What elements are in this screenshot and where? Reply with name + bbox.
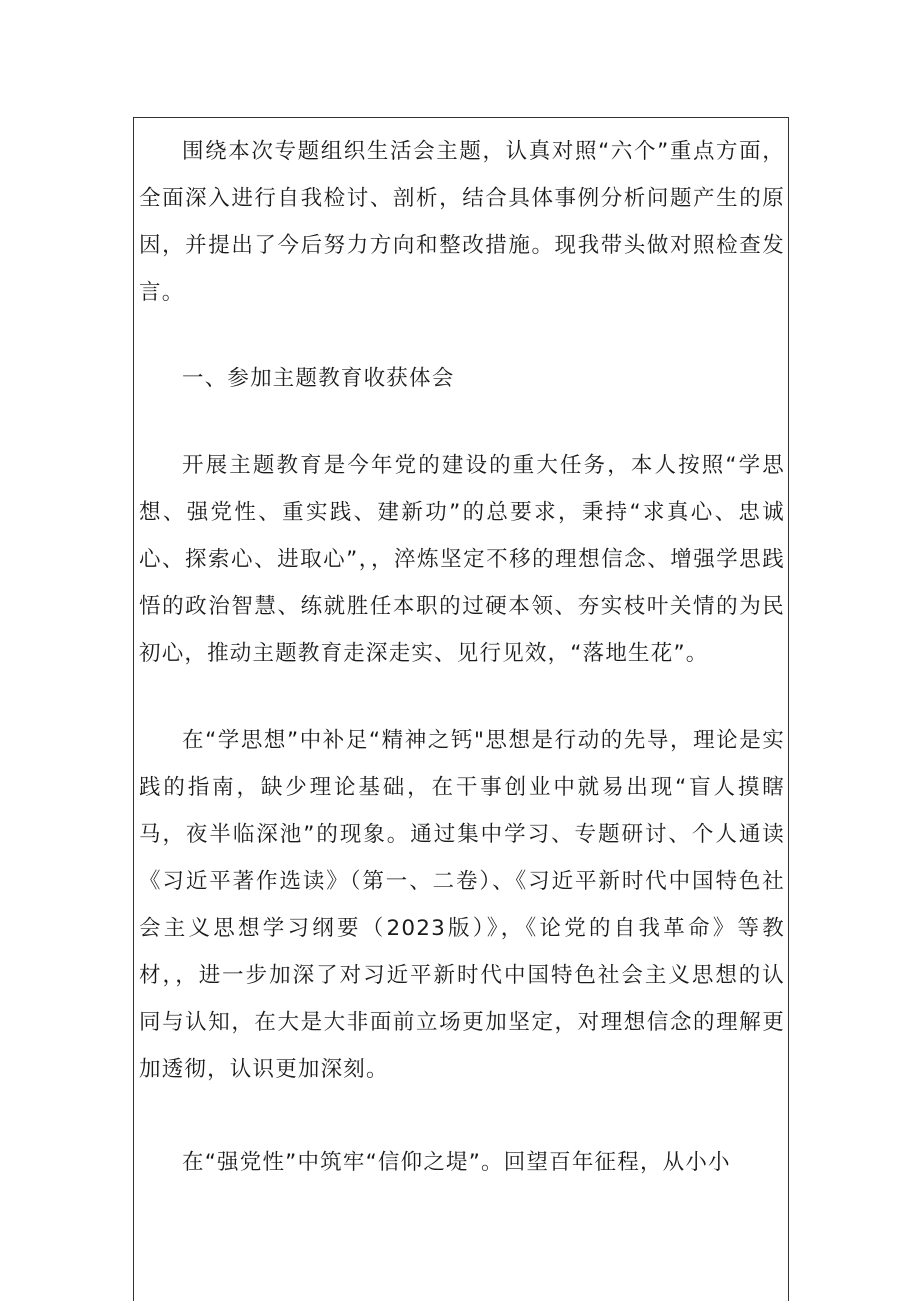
study-thought-paragraph: 在“学思想”中补足“精神之钙"思想是行动的先导，理论是实践的指南，缺少理论基础，在干事创业中就易出现“盲人摸瞎马，夜半临深池”的现象。通过集中学习、专题研讨、个人通读《习近平著作选读》（第一、二卷）、《习近平新时代中国特色社会主义思想学习纲要（2023版）》，《论党的自我革命》等教材，，进一步加深了对习近平新时代中国特色社会主义思想的认同与认知，在大是大非面前立场更加坚定，对理想信念的理解更加透彻，认识更加深刻。 — [139, 728, 785, 1082]
theme-education-paragraph: 开展主题教育是今年党的建设的重大任务，本人按照“学思想、强党性、重实践、建新功”的总要求，秉持“求真心、忠诚心、探索心、进取心”，，淬炼坚定不移的理想信念、增强学思践悟的政治智慧、练就胜任本职的过硬本领、夯实枝叶关情的为民初心，推动主题教育走深走实、见行见效，“落地生花”。 — [139, 453, 785, 666]
section-heading: 一、参加主题教育收获体会 — [182, 366, 455, 391]
intro-paragraph: 围绕本次专题组织生活会主题，认真对照“六个”重点方面，全面深入进行自我检讨、剖析，结合具体事例分析问题产生的原因，并提出了今后努力方向和整改措施。现我带头做对照检查发言。 — [139, 139, 785, 305]
strengthen-party-paragraph: 在“强党性”中筑牢“信仰之堤”。回望百年征程，从小小 — [182, 1150, 731, 1175]
